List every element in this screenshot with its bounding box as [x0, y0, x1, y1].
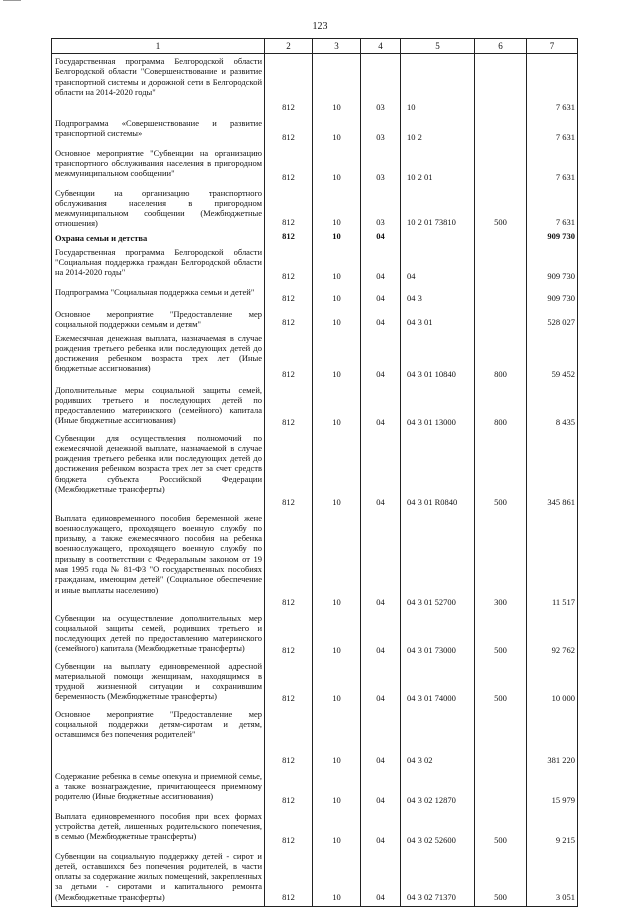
row-target-article: 10 — [401, 54, 475, 116]
row-admin-code: 812 — [265, 54, 313, 116]
row-admin-code: 812 — [265, 331, 313, 383]
row-section: 10 — [313, 116, 361, 146]
row-expense-type: 500 — [475, 431, 527, 511]
row-target-article: 04 3 01 R0840 — [401, 431, 475, 511]
row-amount: 909 730 — [527, 245, 578, 285]
table-row — [52, 809, 578, 849]
row-name: Выплата единовременного пособия беременной жене военнослужащего, проходящего военную службу по призыву, а также ежемесячного пособия на ребенка военнослужащего, проходящего военную службу по призыву в соответствии с Федеральным законом от 19 мая 1995 года № 81-ФЗ "О государственных пособиях гражданам, имеющим детей" (Социальное обеспечение и иные выплаты населению) — [52, 511, 265, 611]
row-amount: 528 027 — [527, 307, 578, 331]
row-expense-type — [475, 285, 527, 307]
row-section: 10 — [313, 707, 361, 769]
row-section: 10 — [313, 849, 361, 907]
row-amount: 15 979 — [527, 769, 578, 809]
row-target-article: 10 2 01 — [401, 146, 475, 186]
row-expense-type: 500 — [475, 659, 527, 707]
row-name: Основное мероприятие "Субвенции на организацию транспортного обслуживания населения в пригородном межмуниципальном сообщении" — [52, 146, 265, 186]
row-amount: 7 631 — [527, 146, 578, 186]
row-admin-code: 812 — [265, 146, 313, 186]
row-section: 10 — [313, 54, 361, 116]
table-row — [52, 769, 578, 809]
row-section: 10 — [313, 611, 361, 659]
row-name: Ежемесячная денежная выплата, назначаемая в случае рождения третьего ребенка или последующих детей до достижения ребенком возраста трех лет (Иные бюджетные ассигнования) — [52, 331, 265, 383]
row-admin-code: 812 — [265, 707, 313, 769]
row-amount: 92 762 — [527, 611, 578, 659]
row-name: Государственная программа Белгородской области "Социальная поддержка граждан Белгородской области на 2014-2020 годы" — [52, 245, 265, 285]
row-target-article: 04 3 01 — [401, 307, 475, 331]
row-subsection: 03 — [361, 54, 401, 116]
row-expense-type — [475, 245, 527, 285]
budget-table — [51, 38, 578, 907]
header-cell: 4 — [361, 39, 401, 54]
table-row — [52, 659, 578, 707]
table-body — [52, 54, 578, 907]
page-number: 123 — [312, 21, 328, 32]
row-subsection: 04 — [361, 809, 401, 849]
row-target-article: 10 2 — [401, 116, 475, 146]
row-subsection: 04 — [361, 231, 401, 245]
row-name: Основное мероприятие "Предоставление мер социальной поддержки детям-сиротам и детям, оставшимся без попечения родителей" — [52, 707, 265, 769]
row-expense-type — [475, 707, 527, 769]
row-admin-code: 812 — [265, 769, 313, 809]
table-row — [52, 285, 578, 307]
row-target-article: 04 3 02 — [401, 707, 475, 769]
row-amount: 7 631 — [527, 116, 578, 146]
row-amount: 381 220 — [527, 707, 578, 769]
row-section: 10 — [313, 146, 361, 186]
row-subsection: 04 — [361, 849, 401, 907]
row-name: Государственная программа Белгородской области Белгородской области "Совершенствование и развитие транспортной системы и дорожной сети в Белгородской области на 2014-2020 годы" — [52, 54, 265, 116]
row-admin-code: 812 — [265, 431, 313, 511]
scan-corner-mark — [3, 0, 21, 5]
row-admin-code: 812 — [265, 116, 313, 146]
row-subsection: 04 — [361, 245, 401, 285]
row-amount: 909 730 — [527, 285, 578, 307]
row-expense-type: 300 — [475, 511, 527, 611]
row-name: Охрана семьи и детства — [52, 231, 265, 245]
row-admin-code: 812 — [265, 245, 313, 285]
row-admin-code: 812 — [265, 511, 313, 611]
header-cell: 6 — [475, 39, 527, 54]
row-subsection: 04 — [361, 611, 401, 659]
row-amount: 3 051 — [527, 849, 578, 907]
table-row — [52, 186, 578, 231]
row-target-article: 04 3 02 12870 — [401, 769, 475, 809]
row-admin-code: 812 — [265, 186, 313, 231]
row-amount: 7 631 — [527, 186, 578, 231]
row-target-article — [401, 231, 475, 245]
row-section: 10 — [313, 383, 361, 431]
row-section: 10 — [313, 659, 361, 707]
row-admin-code: 812 — [265, 307, 313, 331]
table-row — [52, 511, 578, 611]
table-row — [52, 849, 578, 907]
row-amount: 345 861 — [527, 431, 578, 511]
header-cell: 5 — [401, 39, 475, 54]
row-admin-code: 812 — [265, 383, 313, 431]
table-row — [52, 116, 578, 146]
row-section: 10 — [313, 331, 361, 383]
row-target-article: 04 3 02 71370 — [401, 849, 475, 907]
row-expense-type: 500 — [475, 611, 527, 659]
row-expense-type: 800 — [475, 331, 527, 383]
row-expense-type — [475, 307, 527, 331]
header-cell: 1 — [52, 39, 265, 54]
row-expense-type — [475, 146, 527, 186]
row-name: Дополнительные меры социальной защиты семей, родивших третьего и последующих детей по предоставлению материнского (семейного) капитала (Иные бюджетные ассигнования) — [52, 383, 265, 431]
row-subsection: 04 — [361, 659, 401, 707]
table-row — [52, 707, 578, 769]
row-subsection: 04 — [361, 769, 401, 809]
row-name: Подпрограмма «Совершенствование и развитие транспортной системы» — [52, 116, 265, 146]
row-subsection: 04 — [361, 511, 401, 611]
table-row — [52, 245, 578, 285]
row-subsection: 04 — [361, 285, 401, 307]
row-subsection: 04 — [361, 431, 401, 511]
row-expense-type: 500 — [475, 809, 527, 849]
row-target-article: 04 3 01 74000 — [401, 659, 475, 707]
row-name: Субвенции на организацию транспортного обслуживания населения в пригородном межмуниципальном сообщении (Межбюджетные отношения) — [52, 186, 265, 231]
row-amount: 11 517 — [527, 511, 578, 611]
table-row — [52, 331, 578, 383]
row-admin-code: 812 — [265, 285, 313, 307]
row-amount: 59 452 — [527, 331, 578, 383]
row-name: Субвенции на выплату единовременной адресной материальной помощи женщинам, находящимся в трудной жизненной ситуации и сохранившим беременность (Межбюджетные трансферты) — [52, 659, 265, 707]
row-section: 10 — [313, 769, 361, 809]
row-target-article: 04 3 02 52600 — [401, 809, 475, 849]
header-cell: 3 — [313, 39, 361, 54]
row-expense-type: 500 — [475, 186, 527, 231]
row-name: Субвенции на социальную поддержку детей - сирот и детей, оставшихся без попечения родителей, в части оплаты за содержание жилых помещений, закрепленных за детьми - сиротами и капитального ремонта (Межбюджетные трансферты) — [52, 849, 265, 907]
row-target-article: 04 — [401, 245, 475, 285]
table-row — [52, 611, 578, 659]
row-subsection: 03 — [361, 146, 401, 186]
header-cell: 2 — [265, 39, 313, 54]
row-target-article: 04 3 01 52700 — [401, 511, 475, 611]
row-target-article: 10 2 01 73810 — [401, 186, 475, 231]
row-target-article: 04 3 01 13000 — [401, 383, 475, 431]
row-section: 10 — [313, 511, 361, 611]
table-row — [52, 383, 578, 431]
row-subsection: 04 — [361, 707, 401, 769]
row-section: 10 — [313, 307, 361, 331]
row-target-article: 04 3 — [401, 285, 475, 307]
row-name: Подпрограмма "Социальная поддержка семьи и детей" — [52, 285, 265, 307]
row-admin-code: 812 — [265, 809, 313, 849]
row-amount: 7 631 — [527, 54, 578, 116]
row-subsection: 03 — [361, 186, 401, 231]
row-subsection: 04 — [361, 383, 401, 431]
row-section: 10 — [313, 245, 361, 285]
row-subsection: 04 — [361, 331, 401, 383]
row-expense-type — [475, 231, 527, 245]
table-row — [52, 431, 578, 511]
row-amount: 8 435 — [527, 383, 578, 431]
table-row — [52, 231, 578, 245]
row-target-article: 04 3 01 73000 — [401, 611, 475, 659]
table-row — [52, 146, 578, 186]
row-expense-type — [475, 116, 527, 146]
row-subsection: 03 — [361, 116, 401, 146]
header-row — [52, 39, 578, 54]
row-expense-type: 500 — [475, 849, 527, 907]
row-section: 10 — [313, 809, 361, 849]
row-section: 10 — [313, 285, 361, 307]
row-name: Выплата единовременного пособия при всех формах устройства детей, лишенных родительского попечения, в семью (Межбюджетные трансферты) — [52, 809, 265, 849]
row-target-article: 04 3 01 10840 — [401, 331, 475, 383]
row-section: 10 — [313, 231, 361, 245]
row-amount: 909 730 — [527, 231, 578, 245]
row-amount: 10 000 — [527, 659, 578, 707]
row-admin-code: 812 — [265, 231, 313, 245]
row-amount: 9 215 — [527, 809, 578, 849]
table-row — [52, 307, 578, 331]
row-expense-type — [475, 54, 527, 116]
table-row — [52, 54, 578, 116]
row-expense-type — [475, 769, 527, 809]
row-name: Основное мероприятие "Предоставление мер социальной поддержки семьям и детям" — [52, 307, 265, 331]
row-admin-code: 812 — [265, 659, 313, 707]
row-name: Субвенции для осуществления полномочий по ежемесячной денежной выплате, назначаемой в случае рождения третьего ребенка или последующих детей до достижения ребенком возраста трех лет за счет средств бюджета субъекта Российской Федерации (Межбюджетные трансферты) — [52, 431, 265, 511]
header-cell: 7 — [527, 39, 578, 54]
row-expense-type: 800 — [475, 383, 527, 431]
row-section: 10 — [313, 186, 361, 231]
row-name: Содержание ребенка в семье опекуна и приемной семье, а также вознаграждение, причитающееся приемному родителю (Иные бюджетные ассигнования) — [52, 769, 265, 809]
row-section: 10 — [313, 431, 361, 511]
row-admin-code: 812 — [265, 849, 313, 907]
row-subsection: 04 — [361, 307, 401, 331]
row-admin-code: 812 — [265, 611, 313, 659]
row-name: Субвенции на осуществление дополнительных мер социальной защиты семей, родивших третьего и последующих детей по предоставлению материнского (семейного) капитала (Межбюджетные трансферты) — [52, 611, 265, 659]
